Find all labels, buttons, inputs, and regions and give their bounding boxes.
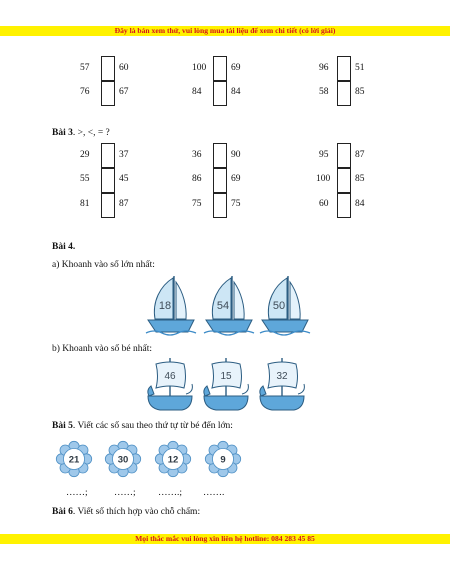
- sail: [268, 278, 287, 319]
- flower-9[interactable]: [205, 441, 240, 476]
- sailboat-50[interactable]: [260, 276, 310, 335]
- comparison-box[interactable]: [213, 81, 227, 106]
- pair-left-number: 60: [319, 199, 329, 209]
- pair-right-number: 85: [355, 87, 365, 97]
- pair-right-number: 85: [355, 174, 365, 184]
- pair-right-number: 84: [231, 87, 241, 97]
- ship-number: 32: [276, 371, 288, 382]
- flower-number: 9: [220, 454, 226, 466]
- pair-right-number: 67: [119, 87, 129, 97]
- ship-32[interactable]: [260, 358, 305, 410]
- ship-46[interactable]: [148, 358, 193, 410]
- pair-left-number: 57: [80, 63, 90, 73]
- sailboat-18[interactable]: [146, 276, 196, 335]
- answer-blank[interactable]: ……;: [114, 488, 136, 498]
- comparison-box[interactable]: [213, 143, 227, 168]
- bow: [260, 386, 266, 396]
- pair-left-number: 76: [80, 87, 90, 97]
- boat-number: 54: [216, 300, 230, 312]
- exercise-3-instruction: . >, <, = ?: [72, 128, 110, 138]
- exercise-4a-instruction: a) Khoanh vào số lớn nhất:: [52, 260, 155, 270]
- sail: [154, 278, 173, 319]
- comparison-box[interactable]: [337, 56, 351, 81]
- preview-banner: [0, 26, 450, 36]
- exercise-5-title: Bài 5: [52, 421, 73, 431]
- stern: [298, 384, 304, 394]
- flower-30[interactable]: [105, 441, 140, 476]
- flower-number: 12: [167, 454, 179, 466]
- exercise-3-title: Bài 3: [52, 128, 73, 138]
- comparison-box[interactable]: [337, 143, 351, 168]
- comparison-box[interactable]: [213, 193, 227, 218]
- pair-right-number: 69: [231, 63, 241, 73]
- hull: [262, 320, 308, 332]
- pair-left-number: 86: [192, 174, 202, 184]
- exercise-6-heading: [52, 506, 200, 518]
- hull: [204, 396, 248, 410]
- pair-right-number: 45: [119, 174, 129, 184]
- pair-left-number: 75: [192, 199, 202, 209]
- pair-right-number: 87: [119, 199, 129, 209]
- comparison-box[interactable]: [101, 168, 115, 193]
- comparison-box[interactable]: [101, 56, 115, 81]
- exercise-6-title: Bài 6: [52, 507, 73, 517]
- hull: [260, 396, 304, 410]
- hull: [148, 396, 192, 410]
- exercise-5-instruction: . Viết các số sau theo thứ tự từ bé đến lớn:: [72, 421, 233, 431]
- pair-right-number: 37: [119, 150, 129, 160]
- flower-12[interactable]: [155, 441, 190, 476]
- exercise-6-instruction: . Viết số thích hợp vào chỗ chấm:: [72, 507, 201, 517]
- answer-blank[interactable]: ……;: [66, 488, 88, 498]
- bow: [204, 386, 210, 396]
- comparison-box[interactable]: [337, 168, 351, 193]
- flower-number: 30: [117, 454, 129, 466]
- pair-right-number: 90: [231, 150, 241, 160]
- bow: [148, 386, 154, 396]
- comparison-box[interactable]: [101, 193, 115, 218]
- pair-left-number: 100: [316, 174, 331, 184]
- pair-left-number: 29: [80, 150, 90, 160]
- flower-21[interactable]: [56, 441, 91, 476]
- pair-right-number: 87: [355, 150, 365, 160]
- pair-right-number: 51: [355, 63, 365, 73]
- flower-number: 21: [68, 454, 80, 466]
- pair-left-number: 58: [319, 87, 329, 97]
- hull: [206, 320, 252, 332]
- pair-left-number: 81: [80, 199, 90, 209]
- exercise-5-heading: [52, 420, 233, 432]
- hotline-banner-text: Mọi thắc mắc vui lòng xin liên hệ hotline: 084 283 45 85: [135, 534, 315, 543]
- comparison-box[interactable]: [101, 143, 115, 168]
- comparison-box[interactable]: [337, 81, 351, 106]
- hotline-banner: [0, 534, 450, 544]
- comparison-box[interactable]: [213, 56, 227, 81]
- hull: [148, 320, 194, 332]
- exercise-3-heading: [52, 127, 110, 139]
- sail: [234, 282, 244, 319]
- ship-number: 46: [164, 371, 176, 382]
- comparison-box[interactable]: [337, 193, 351, 218]
- ship-15[interactable]: [204, 358, 249, 410]
- comparison-box[interactable]: [213, 168, 227, 193]
- pair-left-number: 55: [80, 174, 90, 184]
- pair-left-number: 96: [319, 63, 329, 73]
- answer-blank[interactable]: …….: [203, 488, 225, 498]
- pair-left-number: 36: [192, 150, 202, 160]
- boat-number: 18: [158, 300, 172, 312]
- answer-blank[interactable]: …….;: [158, 488, 183, 498]
- flower-row: [52, 440, 252, 480]
- boat-number: 50: [272, 300, 286, 312]
- pair-right-number: 84: [355, 199, 365, 209]
- sail: [212, 278, 231, 319]
- sailboat-row: [140, 272, 320, 338]
- stern: [242, 384, 248, 394]
- pair-right-number: 60: [119, 63, 129, 73]
- comparison-box[interactable]: [101, 81, 115, 106]
- ship-number: 15: [220, 371, 232, 382]
- sailboat-54[interactable]: [204, 276, 254, 335]
- stern: [186, 384, 192, 394]
- exercise-4-title: Bài 4.: [52, 242, 76, 252]
- sail: [290, 282, 300, 319]
- sail: [176, 282, 186, 319]
- pair-left-number: 95: [319, 150, 329, 160]
- ship-row: [140, 356, 320, 414]
- pair-right-number: 69: [231, 174, 241, 184]
- preview-banner-text: Đây là bản xem thử, vui lòng mua tài liệu để xem chi tiết (có lời giải): [114, 26, 336, 35]
- exercise-4b-instruction: b) Khoanh vào số bé nhất:: [52, 344, 152, 354]
- pair-right-number: 75: [231, 199, 241, 209]
- pair-left-number: 100: [192, 63, 207, 73]
- pair-left-number: 84: [192, 87, 202, 97]
- exercise-4-heading: [52, 241, 75, 253]
